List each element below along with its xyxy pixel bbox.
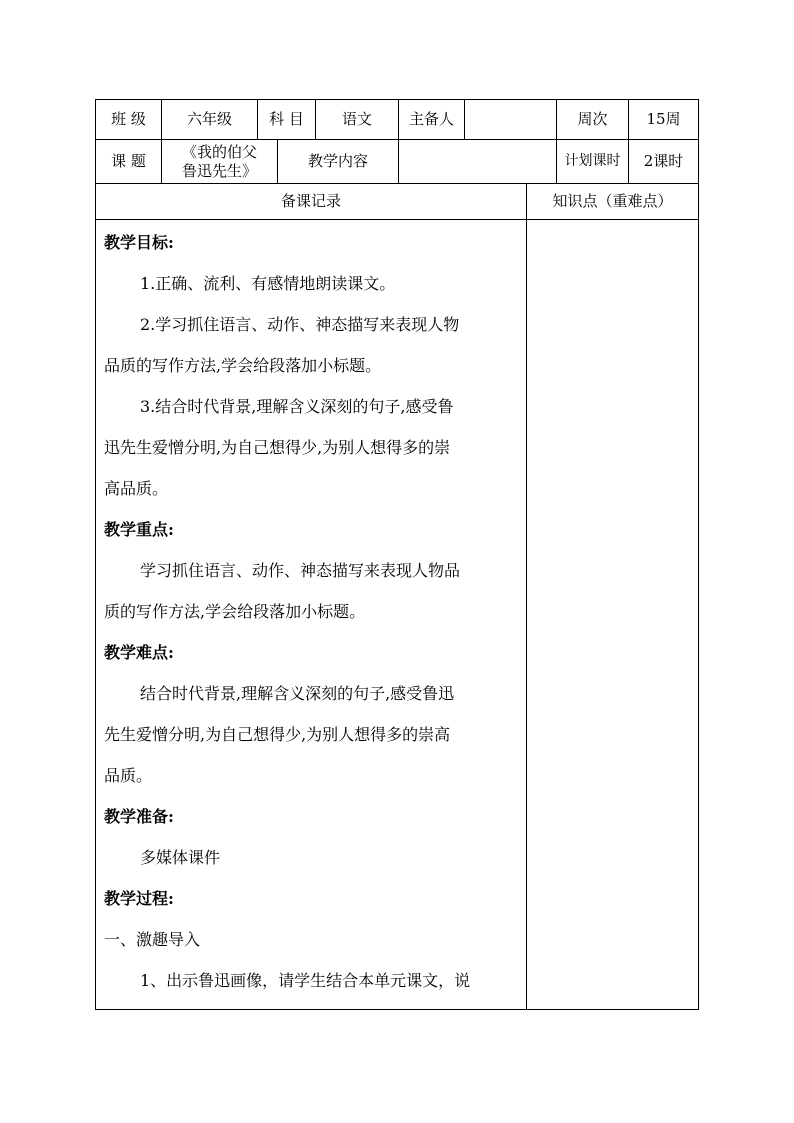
record-label-cell — [96, 184, 527, 220]
difficulty-a: 结合时代背景,理解含义深刻的句子,感受鲁迅 — [140, 684, 455, 703]
content-label-cell — [278, 140, 399, 184]
class-label-cell — [96, 100, 162, 140]
class-value: 六年级 — [186, 110, 232, 128]
difficulty-c: 品质。 — [104, 766, 153, 785]
step-1a: 1、出示鲁迅画像，请学生结合本单元课文，说 — [140, 971, 471, 990]
process-title: 教学过程: — [104, 889, 174, 908]
goal-1: 1.正确、流利、有感情地朗读课文。 — [140, 274, 396, 293]
class-label: 班 级 — [111, 110, 146, 128]
hours-value: 2课时 — [643, 152, 684, 170]
topic-value-line2: 鲁迅先生》 — [181, 161, 257, 180]
difficulty-title: 教学难点: — [104, 643, 174, 662]
record-label: 备课记录 — [280, 192, 341, 210]
class-value-cell — [162, 100, 258, 140]
prep-title: 教学准备: — [104, 807, 174, 826]
subject-label-cell — [258, 100, 316, 140]
week-value: 15周 — [646, 110, 681, 128]
topic-value — [182, 143, 257, 181]
content-label: 教学内容 — [307, 152, 368, 170]
hours-label: 计划课时 — [564, 153, 621, 169]
knowledge-label-cell — [527, 184, 698, 220]
goal-3c: 高品质。 — [104, 479, 169, 498]
subject-label: 科 目 — [269, 110, 304, 128]
prep-a: 多媒体课件 — [140, 848, 221, 867]
week-label: 周次 — [577, 110, 608, 128]
knowledge-points-body — [527, 220, 698, 1010]
goal-2a: 2.学习抓住语言、动作、神态描写来表现人物 — [140, 315, 460, 334]
lead-label: 主备人 — [408, 110, 454, 128]
topic-value-cell — [162, 140, 278, 184]
lead-value-cell — [465, 100, 557, 140]
key-title: 教学重点: — [104, 520, 174, 539]
goal-2b: 品质的写作方法,学会给段落加小标题。 — [104, 356, 382, 375]
topic-label: 课 题 — [111, 152, 146, 170]
topic-label-cell — [96, 140, 162, 184]
week-value-cell — [629, 100, 698, 140]
knowledge-label: 知识点（重难点） — [552, 192, 673, 210]
topic-value-line1: 《我的伯父 — [181, 142, 257, 161]
goals-title: 教学目标: — [104, 233, 174, 252]
hours-value-cell — [629, 140, 698, 184]
subject-value-cell — [316, 100, 399, 140]
week-label-cell — [557, 100, 629, 140]
goal-3b: 迅先生爱憎分明,为自己想得少,为别人想得多的崇 — [104, 438, 451, 457]
goal-3a: 3.结合时代背景,理解含义深刻的句子,感受鲁 — [140, 397, 454, 416]
key-b: 质的写作方法,学会给段落加小标题。 — [104, 602, 366, 621]
step-1: 一、激趣导入 — [104, 930, 201, 949]
key-a: 学习抓住语言、动作、神态描写来表现人物品 — [140, 561, 461, 580]
lead-label-cell — [399, 100, 465, 140]
difficulty-b: 先生爱憎分明,为自己想得少,为别人想得多的崇高 — [104, 725, 451, 744]
hours-label-cell — [557, 140, 629, 184]
lesson-record-body — [96, 220, 527, 1010]
content-value-cell — [399, 140, 557, 184]
lesson-plan-table — [95, 99, 699, 1010]
subject-value: 语文 — [341, 110, 372, 128]
